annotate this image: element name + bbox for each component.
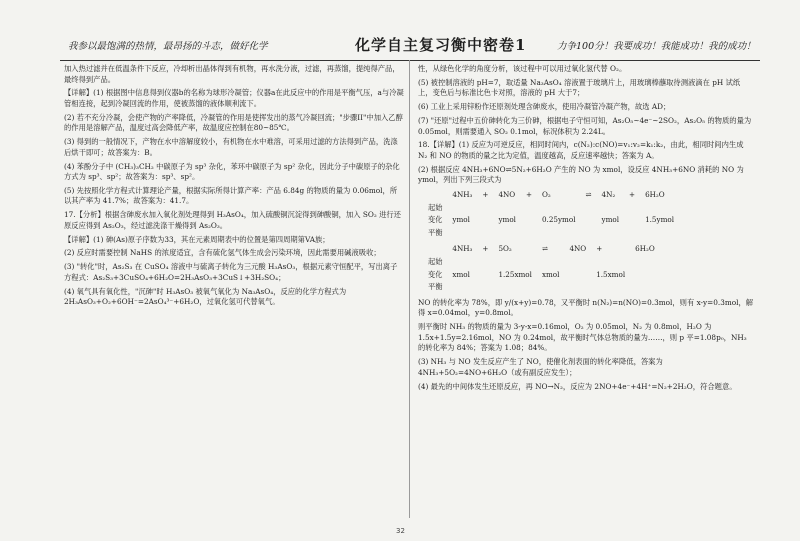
header-rule (60, 60, 760, 61)
paragraph: 18.【详解】(1) 反应为可逆反应，相同时间内，c(N₂):c(NO)=v₁:v₂=k₁:k₂，由此，相同时间内生成 N₂ 和 NO 的物质的量之比为定值，温度越高，反应速率越快；答案为 A。 (418, 140, 744, 160)
paragraph: (4) 氧气具有氧化性，"沉砷"时 H₃AsO₃ 被氧气氧化为 Na₃AsO₄，反应的化学方程式为 2H₃AsO₃+O₂+6OH⁻=2AsO₄³⁻+6H₂O，过氧化氢可代替氧气。 (64, 286, 347, 307)
paragraph: 【详解】(1) 砷(As)原子序数为33，其在元素周期表中的位置是第四周期第VA族； (64, 234, 330, 244)
paragraph: (3) 得到的一般情况下，产物在水中溶解度较小，有机物在水中难溶，可采用过滤的方法得到产品，洗涤后烘干即可；故答案为：B。 (64, 137, 398, 157)
header-slogan-right: 力争100分！我要成功！我能成功！我的成功！ (557, 41, 756, 52)
equation-cell: + (525, 190, 532, 200)
equation-cell: + (596, 244, 603, 254)
paragraph: (6) 工业上采用锌粉作还原剂处理含砷废水，使用冷凝管冷凝产物，故选 AD； (418, 102, 671, 112)
equation-cell: + (629, 190, 636, 200)
paragraph: 则平衡时 NH₃ 的物质的量为 3-y-x=0.16mol，O₂ 为 0.05mol，N₂ 为 0.8mol，H₂O 为 1.5x+1.5y=2.16mol，NO 为 0.24mol，故平衡时气体总物质的量为……，则 p 平=1.08p₀，NH₃ 的转化率为 84%；答案为 1.08；84%。 (418, 322, 747, 353)
equation-cell: 4NO (498, 190, 516, 200)
paragraph: 【详解】(1) 根据图中信息得到仪器b的名称为球形冷凝管；仪器a在此反应中的作用是平衡气压，a与冷凝管相连接，起到冷凝回流的作用，使被蒸馏的液体顺利流下。 (64, 88, 404, 108)
table-cell: 1.25xmol (498, 269, 532, 279)
equation-row (428, 189, 684, 202)
row-label: 平衡 (428, 227, 443, 237)
table-cell: xmol (452, 269, 470, 279)
left-column (64, 64, 404, 311)
paragraph: (2) 若不充分冷凝，会使产物的产率降低，冷凝管的作用是使挥发出的蒸气冷凝回流；"步骤II"中加入乙醇的作用是溶解产品，温度过高会降低产率，故温度应控制在80~85℃。 (64, 112, 403, 133)
paragraph: (7) "还原"过程中五价砷转化为三价砷，根据电子守恒可知，As₂O₅~4e⁻~2SO₂，As₂O₅ 的物质的量为 0.05mol，则需要通入 SO₂ 0.1mol，标况体积为 2.24L。 (418, 115, 752, 136)
paragraph: NO 的转化率为 78%，即 y/(x+y)=0.78，又平衡时 n(N₂)=n(NO)=0.3mol，则有 x-y=0.3mol，解得 x=0.04mol，y=0.8mol。 (418, 297, 754, 318)
table-cell (482, 269, 498, 282)
row-label: 起始 (428, 202, 443, 212)
equation-cell: 4NH₃ (452, 244, 473, 254)
equation-cell (428, 189, 452, 202)
equation-cell: + (482, 190, 489, 200)
paragraph: (3) NH₃ 与 NO 发生反应产生了 NO，使催化剂表面的转化率降低，答案为 4NH₃+5O₂=4NO+6H₂O（或有副反应发生）； (418, 357, 663, 377)
paragraph: (4) 最先的中间体发生还原反应，再 NO→N₂，反应为 2NO+4e⁻+4H⁺=N₂+2H₂O，符合题意。 (418, 381, 737, 391)
three-stage-table-1 (428, 189, 684, 239)
table-cell (526, 214, 542, 227)
table-cell: ymol (452, 215, 470, 225)
paragraph: (2) 根据反应 4NH₃+6NO⇌5N₂+6H₂O 产生的 NO 为 xmol，设反应 4NH₃+6NO 消耗的 NO 为 ymol，列出下列三段式为 (418, 164, 744, 185)
equation-cell: O₂ (541, 190, 551, 200)
equation-cell: 4N₂ (601, 190, 616, 200)
table-row (428, 269, 665, 282)
paragraph: (5) 被控制溶液的 pH=7，取适量 Na₃AsO₄ 溶液置于玻璃片上，用玻璃棒蘸取待测液滴在 pH 试纸上，变色后与标准比色卡对照，溶液的 pH 大于7； (418, 77, 741, 98)
paragraph: (3) "转化"时，As₂S₃ 在 CuSO₄ 溶液中与硫离子转化为三元酸 H₃AsO₃，根据元素守恒配平，写出离子方程式：As₂S₃+3CuSO₄+6H₂O=2H₃AsO₃+3CuS↓+3H₂SO₄； (64, 262, 398, 282)
table-row (428, 281, 665, 294)
equation-cell: 6H₂O (645, 190, 665, 200)
equation-cell: ⇌ (585, 190, 592, 200)
table-row (428, 214, 684, 227)
equation-row (428, 243, 665, 256)
paragraph: 性，从绿色化学的角度分析，该过程中可以用过氧化氢代替 O₂。 (418, 64, 627, 73)
paragraph: (2) 反应时需要控制 NaHS 的浓度适宜，含有硫化氢气体生成会污染环境，因此需要用碱液吸收； (64, 248, 381, 258)
equation-cell: 4NH₃ (452, 190, 473, 200)
table-row (428, 256, 665, 269)
row-label: 变化 (428, 215, 443, 225)
table-cell (586, 214, 602, 227)
table-cell (482, 214, 498, 227)
equation-cell: ⇌ (541, 244, 548, 254)
page-number: 32 (396, 527, 405, 535)
row-label: 变化 (428, 269, 443, 279)
equation-cell (428, 243, 452, 256)
equation-cell: + (482, 244, 489, 254)
table-cell: 1.5ymol (645, 215, 675, 225)
table-cell (569, 269, 596, 282)
paragraph: (4) 苯酚分子中 (CH₃)₃CH₂ 中碳原子为 sp³ 杂化，苯环中碳原子为 sp² 杂化，因此分子中碳原子的杂化方式为 sp³、sp²；故答案为：sp³、sp²。 (64, 161, 400, 182)
row-label: 起始 (428, 257, 443, 267)
header-slogan-left: 我参以最饱满的热情，最昂扬的斗志，做好化学 (68, 41, 268, 52)
equation-cell: 5O₂ (498, 244, 512, 254)
table-cell: 1.5xmol (596, 269, 626, 279)
paragraph: (5) 先按照化学方程式计算理论产量，根据实际所得计算产率：产品 6.84g 的物质的量为 0.06mol，所以其产率为 41.7%；故答案为：41.7。 (64, 185, 398, 206)
right-column (418, 64, 754, 395)
column-divider (409, 60, 410, 518)
paragraph: 加入热过滤并在低温条件下反应，冷却析出晶体得到有机物，再水洗分液，过滤，再蒸馏，提纯得产品，最终得到产品。 (64, 64, 400, 84)
table-cell (629, 214, 645, 227)
page-header (0, 34, 800, 58)
table-row (428, 202, 684, 215)
table-cell: xmol (541, 269, 560, 279)
row-label: 平衡 (428, 282, 443, 292)
table-cell: ymol (601, 215, 620, 225)
equation-cell: 4NO (569, 244, 587, 254)
table-cell: ymol (498, 215, 516, 225)
equation-cell: 6H₂O (635, 244, 655, 254)
page-title: 化学自主复习衡中密卷1 (355, 36, 527, 54)
three-stage-table-2 (428, 243, 665, 293)
paragraph: 17.【分析】根据含砷废水加入氧化剂处理得到 H₃AsO₄，加入硫酸铜沉淀得到砷酸铜，加入 SO₂ 进行还原反应得到 As₂O₃，经过滤洗涤干燥得到 As₂O₃。 (64, 210, 401, 230)
table-row (428, 227, 684, 240)
table-cell: 0.25ymol (541, 215, 576, 225)
